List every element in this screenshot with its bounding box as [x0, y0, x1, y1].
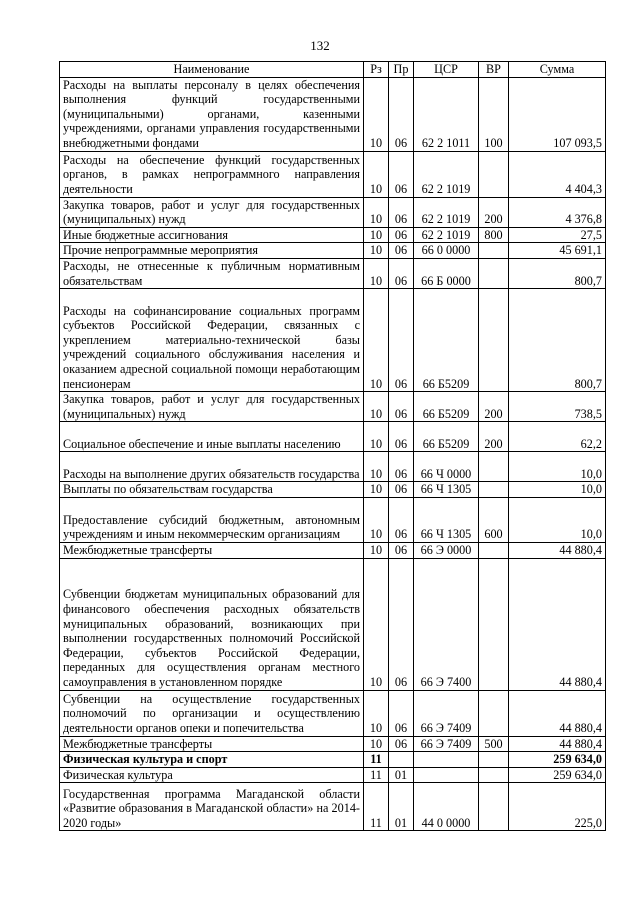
cell-sum: 44 880,4: [509, 690, 606, 736]
cell-rz: 10: [364, 197, 389, 227]
table-row: [60, 77, 606, 151]
cell-pr: 06: [389, 77, 414, 151]
cell-pr: 06: [389, 151, 414, 197]
cell-name: Расходы на софинансирование социальных программ субъектов Российской Федерации, связанных с укреплением материально-технической базы учреждений социального обслуживания населения и оказанием адресной социальной помощи неработающим пенсионерам: [60, 289, 364, 392]
table-row: [60, 227, 606, 243]
cell-rz: 10: [364, 289, 389, 392]
cell-rz: 10: [364, 542, 389, 558]
cell-csr: [414, 752, 479, 768]
cell-rz: 10: [364, 482, 389, 498]
cell-vr: [479, 558, 509, 690]
cell-pr: 06: [389, 258, 414, 288]
cell-csr: 66 Б5209: [414, 392, 479, 422]
cell-pr: 01: [389, 767, 414, 783]
cell-sum: 44 880,4: [509, 542, 606, 558]
cell-rz: 10: [364, 690, 389, 736]
cell-name: Расходы на выполнение других обязательств государства: [60, 452, 364, 482]
cell-csr: 62 2 1019: [414, 227, 479, 243]
cell-pr: 06: [389, 690, 414, 736]
cell-sum: 4 404,3: [509, 151, 606, 197]
table-row: [60, 258, 606, 288]
cell-csr: 66 Э 7409: [414, 690, 479, 736]
cell-sum: 225,0: [509, 783, 606, 831]
cell-name: Межбюджетные трансферты: [60, 736, 364, 752]
table-row: [60, 197, 606, 227]
cell-name: Расходы, не отнесенные к публичным нормативным обязательствам: [60, 258, 364, 288]
cell-rz: 10: [364, 77, 389, 151]
page-number: 132: [310, 38, 330, 53]
cell-sum: 10,0: [509, 497, 606, 542]
cell-pr: 06: [389, 422, 414, 452]
cell-vr: [479, 258, 509, 288]
table-row: [60, 497, 606, 542]
cell-rz: 10: [364, 497, 389, 542]
cell-csr: 66 Э 7400: [414, 558, 479, 690]
table-row: [60, 767, 606, 783]
cell-vr: [479, 767, 509, 783]
cell-rz: 11: [364, 767, 389, 783]
cell-sum: 800,7: [509, 258, 606, 288]
cell-sum: 738,5: [509, 392, 606, 422]
cell-sum: 44 880,4: [509, 736, 606, 752]
cell-vr: [479, 542, 509, 558]
cell-vr: [479, 151, 509, 197]
column-header-name: Наименование: [60, 62, 364, 78]
cell-pr: 06: [389, 558, 414, 690]
column-header-pr: Пр: [389, 62, 414, 78]
cell-pr: 06: [389, 243, 414, 259]
cell-sum: 10,0: [509, 482, 606, 498]
cell-vr: 100: [479, 77, 509, 151]
cell-name: Субвенции бюджетам муниципальных образований для финансового обеспечения расходных обязательств муниципальных образований, возникающих при выполнении государственных полномочий Российской Федерации, субъектов Российской Федерации, переданных для осуществления органам местного самоуправления в установленном порядке: [60, 558, 364, 690]
table-row: [60, 289, 606, 392]
cell-vr: [479, 752, 509, 768]
cell-rz: 10: [364, 243, 389, 259]
table-header-row: [60, 62, 606, 78]
cell-csr: 66 Ч 1305: [414, 497, 479, 542]
cell-csr: 66 Б 0000: [414, 258, 479, 288]
cell-csr: 66 Э 7409: [414, 736, 479, 752]
cell-csr: 66 Б5209: [414, 422, 479, 452]
cell-vr: 500: [479, 736, 509, 752]
cell-csr: 44 0 0000: [414, 783, 479, 831]
cell-vr: 200: [479, 392, 509, 422]
budget-table: [59, 61, 606, 831]
cell-sum: 259 634,0: [509, 767, 606, 783]
cell-sum: 44 880,4: [509, 558, 606, 690]
cell-pr: 01: [389, 783, 414, 831]
cell-name: Прочие непрограммные мероприятия: [60, 243, 364, 259]
cell-pr: 06: [389, 736, 414, 752]
cell-sum: 27,5: [509, 227, 606, 243]
cell-vr: [479, 690, 509, 736]
cell-name: Межбюджетные трансферты: [60, 542, 364, 558]
table-row: [60, 690, 606, 736]
cell-csr: 66 0 0000: [414, 243, 479, 259]
cell-csr: 66 Б5209: [414, 289, 479, 392]
cell-vr: 200: [479, 422, 509, 452]
cell-vr: [479, 243, 509, 259]
cell-sum: 45 691,1: [509, 243, 606, 259]
cell-sum: 107 093,5: [509, 77, 606, 151]
cell-pr: 06: [389, 452, 414, 482]
cell-name: Расходы на выплаты персоналу в целях обеспечения выполнения функций государственными (муниципальными) органами, казенными учреждениями, органами управления государственными внебюджетными фондами: [60, 77, 364, 151]
cell-sum: 4 376,8: [509, 197, 606, 227]
table-body: [60, 77, 606, 831]
table-row: [60, 422, 606, 452]
cell-csr: 62 2 1011: [414, 77, 479, 151]
table-row: [60, 542, 606, 558]
cell-pr: 06: [389, 392, 414, 422]
cell-sum: 62,2: [509, 422, 606, 452]
cell-rz: 10: [364, 736, 389, 752]
cell-vr: 600: [479, 497, 509, 542]
table-row: [60, 452, 606, 482]
cell-csr: 66 Э 0000: [414, 542, 479, 558]
cell-vr: 800: [479, 227, 509, 243]
cell-csr: 66 Ч 1305: [414, 482, 479, 498]
table-row: [60, 243, 606, 259]
cell-rz: 11: [364, 783, 389, 831]
table-row: [60, 783, 606, 831]
cell-sum: 259 634,0: [509, 752, 606, 768]
cell-vr: [479, 289, 509, 392]
cell-vr: [479, 482, 509, 498]
cell-pr: 06: [389, 227, 414, 243]
cell-rz: 10: [364, 227, 389, 243]
cell-vr: [479, 783, 509, 831]
cell-name: Расходы на обеспечение функций государственных органов, в рамках непрограммного направления деятельности: [60, 151, 364, 197]
cell-pr: 06: [389, 289, 414, 392]
cell-rz: 10: [364, 422, 389, 452]
cell-name: Физическая культура: [60, 767, 364, 783]
cell-pr: 06: [389, 197, 414, 227]
column-header-sum: Сумма: [509, 62, 606, 78]
cell-csr: [414, 767, 479, 783]
cell-pr: 06: [389, 542, 414, 558]
cell-csr: 62 2 1019: [414, 197, 479, 227]
cell-rz: 10: [364, 558, 389, 690]
column-header-csr: ЦСР: [414, 62, 479, 78]
cell-pr: 06: [389, 482, 414, 498]
cell-name: Физическая культура и спорт: [60, 752, 364, 768]
cell-rz: 10: [364, 392, 389, 422]
cell-name: Иные бюджетные ассигнования: [60, 227, 364, 243]
cell-sum: 800,7: [509, 289, 606, 392]
cell-name: Субвенции на осуществление государственных полномочий по организации и осуществлению деятельности органов опеки и попечительства: [60, 690, 364, 736]
cell-pr: 06: [389, 497, 414, 542]
cell-name: Выплаты по обязательствам государства: [60, 482, 364, 498]
table-row: [60, 752, 606, 768]
cell-vr: [479, 452, 509, 482]
cell-rz: 10: [364, 151, 389, 197]
cell-name: Закупка товаров, работ и услуг для государственных (муниципальных) нужд: [60, 392, 364, 422]
cell-name: Закупка товаров, работ и услуг для государственных (муниципальных) нужд: [60, 197, 364, 227]
cell-name: Предоставление субсидий бюджетным, автономным учреждениям и иным некоммерческим организациям: [60, 497, 364, 542]
cell-sum: 10,0: [509, 452, 606, 482]
table-row: [60, 151, 606, 197]
cell-csr: 66 Ч 0000: [414, 452, 479, 482]
cell-rz: 10: [364, 258, 389, 288]
table-row: [60, 392, 606, 422]
table-row: [60, 482, 606, 498]
cell-pr: [389, 752, 414, 768]
table-row: [60, 558, 606, 690]
cell-name: Социальное обеспечение и иные выплаты населению: [60, 422, 364, 452]
cell-name: Государственная программа Магаданской области «Развитие образования в Магаданской области» на 2014-2020 годы»: [60, 783, 364, 831]
table-row: [60, 736, 606, 752]
cell-rz: 11: [364, 752, 389, 768]
column-header-rz: Рз: [364, 62, 389, 78]
cell-csr: 62 2 1019: [414, 151, 479, 197]
column-header-vr: ВР: [479, 62, 509, 78]
cell-vr: 200: [479, 197, 509, 227]
cell-rz: 10: [364, 452, 389, 482]
